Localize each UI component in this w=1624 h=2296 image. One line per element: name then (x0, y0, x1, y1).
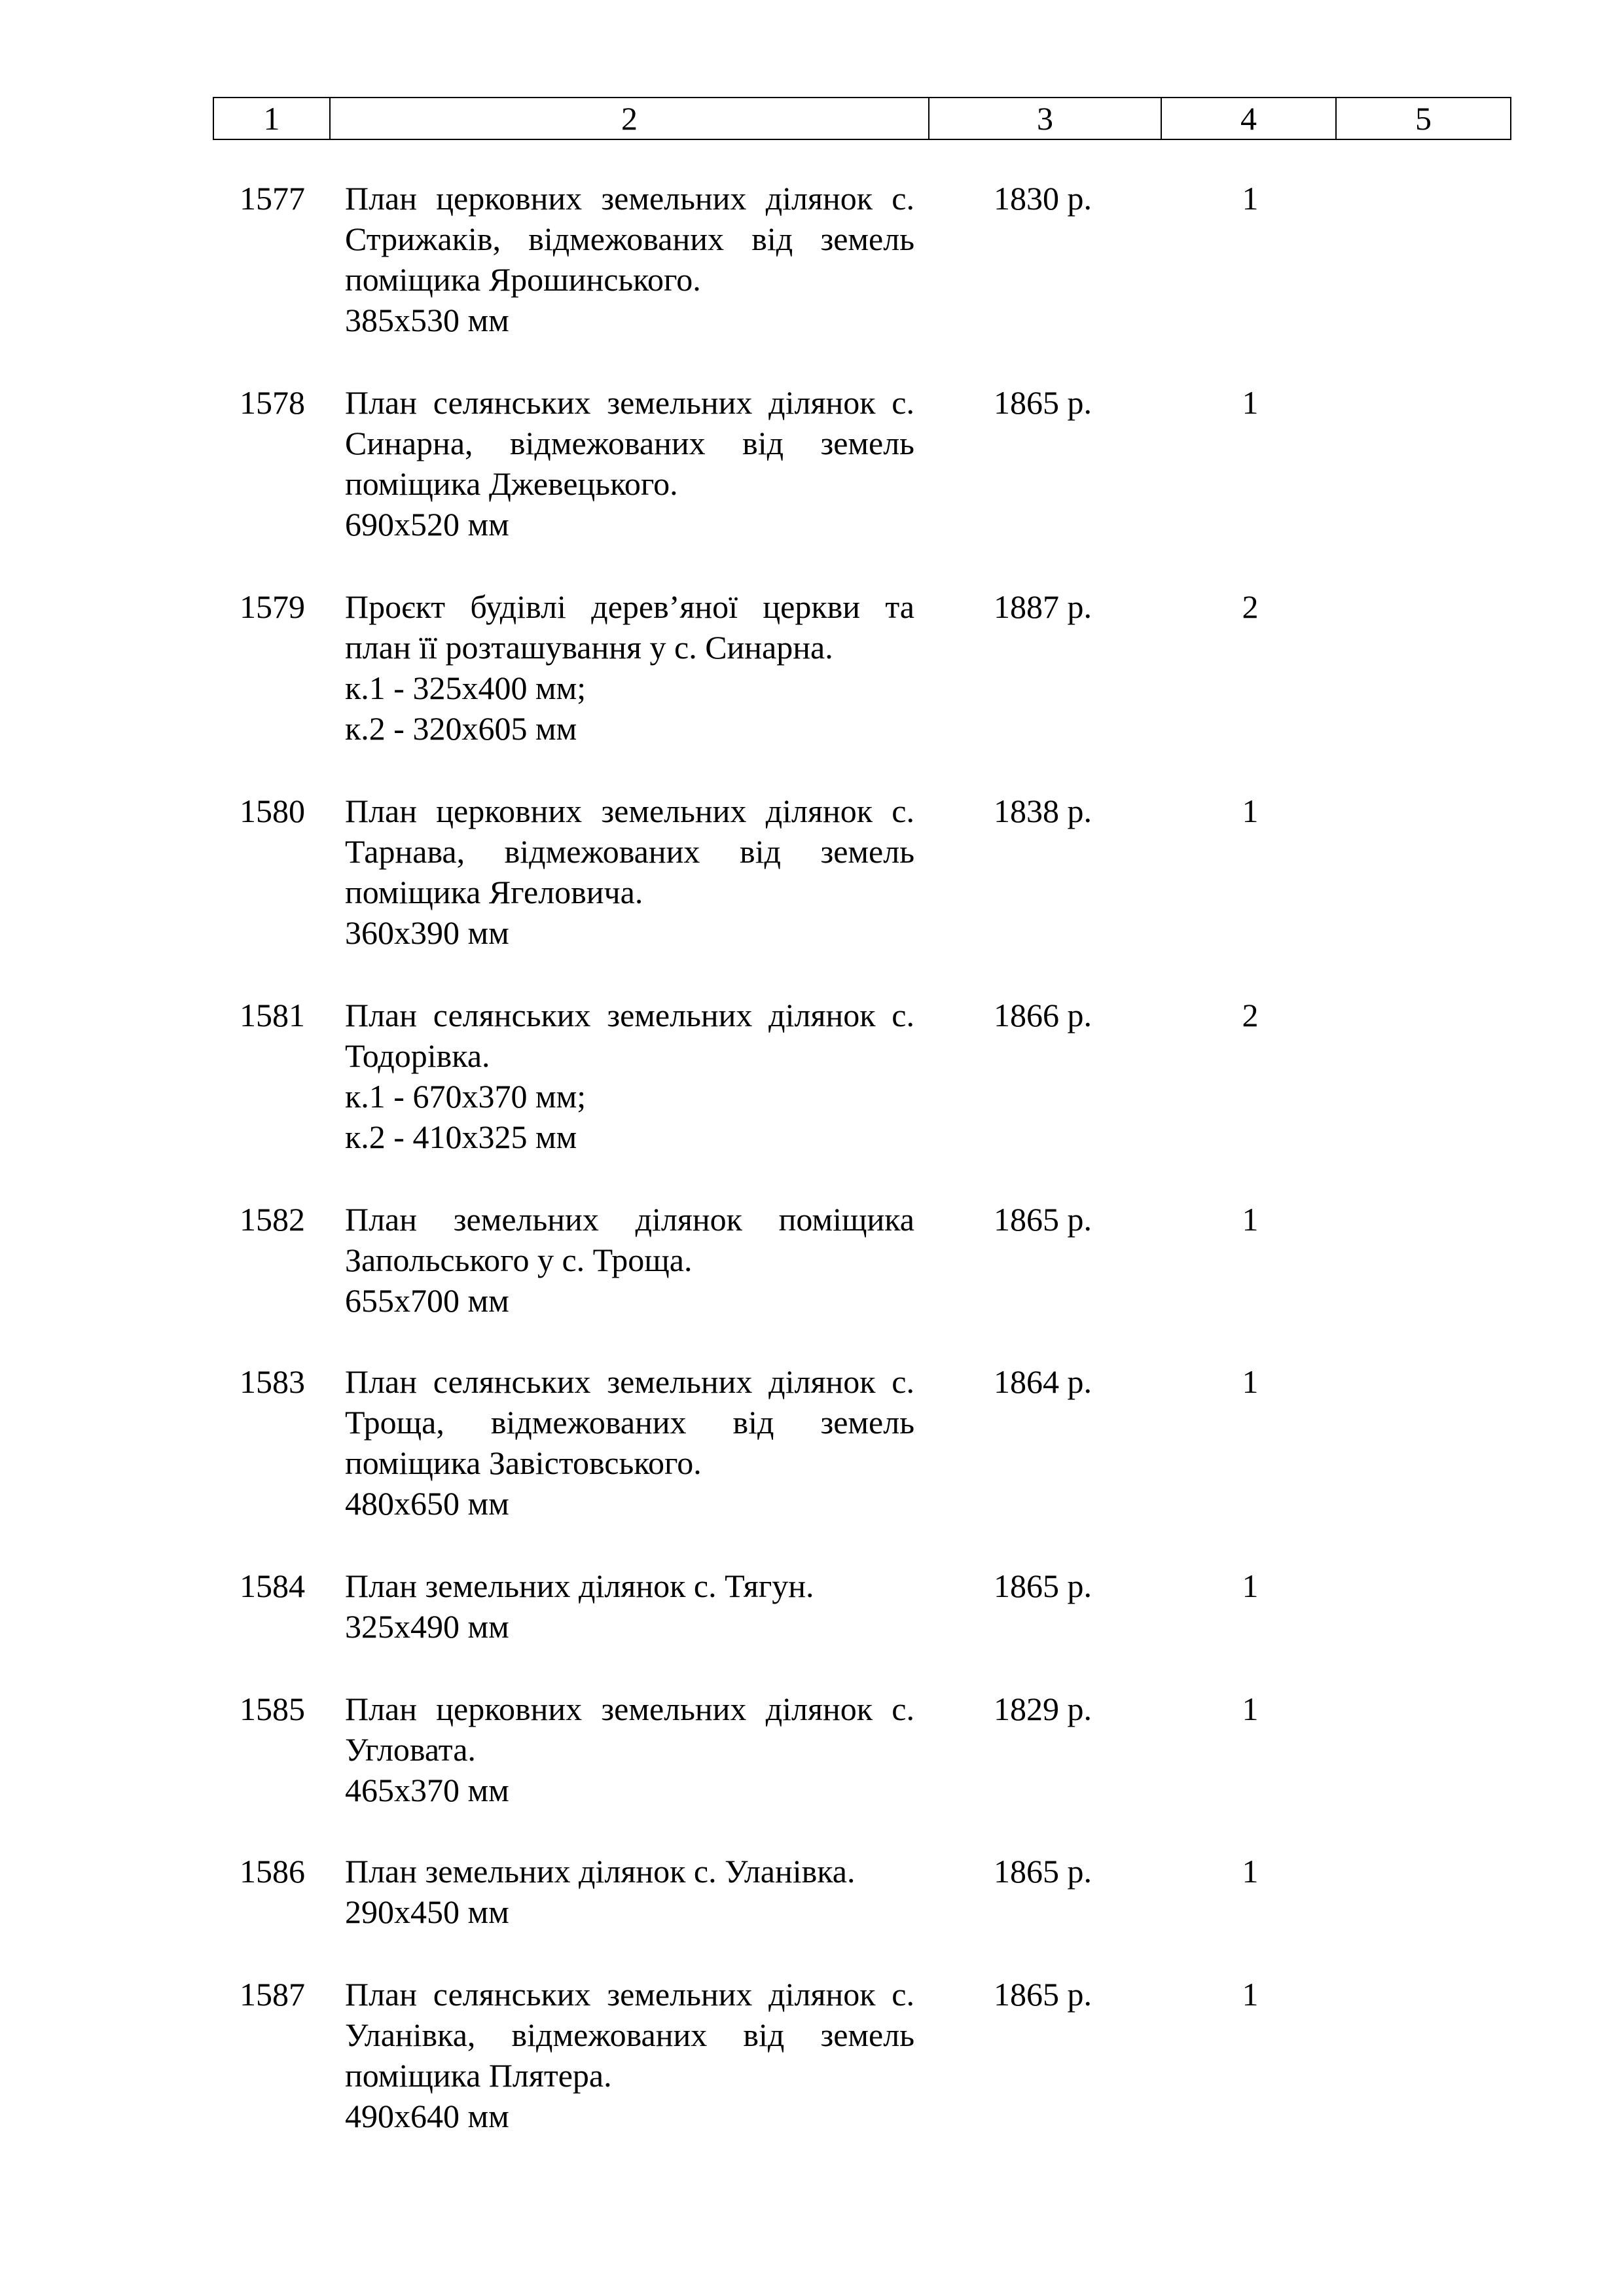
entry-title: План церковних земельних ділянок с. Стрижаків, відмежованих від земель поміщика Ярошинського. (345, 180, 914, 298)
entry-size: 465х370 мм (345, 1772, 509, 1808)
entry-title: План селянських земельних ділянок с. Синарна, відмежованих від земель поміщика Джевецького. (345, 384, 914, 502)
entry-date: 1864 р. (994, 1363, 1092, 1400)
entry-description (345, 1851, 914, 1932)
entry-sheet-count: 1 (1242, 180, 1259, 217)
entry-number: 1585 (240, 1691, 305, 1727)
column-header-3: 3 (929, 98, 1161, 139)
entry-description (345, 382, 914, 545)
column-header-2: 2 (330, 98, 929, 139)
entry-size: 490х640 мм (345, 2098, 509, 2134)
entry-sheet-count: 2 (1242, 997, 1259, 1033)
entry-date: 1887 р. (994, 588, 1092, 625)
column-header-table (213, 97, 1511, 140)
entry-sheet-count: 1 (1242, 1201, 1259, 1238)
entry-size: 290х450 мм (345, 1893, 509, 1930)
entry-description (345, 1566, 914, 1647)
entry-title: План церковних земельних ділянок с. Тарнава, відмежованих від земель поміщика Ягеловича. (345, 793, 914, 910)
entry-size: 690х520 мм (345, 506, 509, 543)
entry-date: 1866 р. (994, 997, 1092, 1033)
entry-title: План селянських земельних ділянок с. Троща, відмежованих від земель поміщика Завістовського. (345, 1363, 914, 1481)
entry-number: 1581 (240, 997, 305, 1033)
column-header-4: 4 (1161, 98, 1336, 139)
entry-number: 1584 (240, 1568, 305, 1604)
entry-number: 1586 (240, 1853, 305, 1890)
entry-sheet-count: 1 (1242, 1976, 1259, 2013)
entry-size: 480х650 мм (345, 1485, 509, 1522)
entry-size: к.1 - 325х400 мм; (345, 670, 586, 706)
entry-title: План земельних ділянок поміщика Запольського у с. Троща. (345, 1201, 914, 1278)
entry-title: План селянських земельних ділянок с. Тодорівка. (345, 997, 914, 1074)
entry-date: 1829 р. (994, 1691, 1092, 1727)
entry-description (345, 791, 914, 953)
entry-size: 655х700 мм (345, 1282, 509, 1319)
entry-date: 1865 р. (994, 384, 1092, 421)
entry-sheet-count: 1 (1242, 1853, 1259, 1890)
entry-description (345, 586, 914, 749)
entry-title: План селянських земельних ділянок с. Уланівка, відмежованих від земель поміщика Плятера. (345, 1976, 914, 2094)
entry-description (345, 1689, 914, 1810)
entry-date: 1865 р. (994, 1976, 1092, 2013)
entry-description (345, 1199, 914, 1321)
entry-size: к.1 - 670х370 мм; (345, 1078, 586, 1115)
entry-title: План земельних ділянок с. Тягун. (345, 1568, 814, 1604)
column-header-5: 5 (1336, 98, 1511, 139)
entry-sheet-count: 1 (1242, 1691, 1259, 1727)
entry-sheet-count: 2 (1242, 588, 1259, 625)
entry-number: 1583 (240, 1363, 305, 1400)
entry-number: 1578 (240, 384, 305, 421)
entry-sheet-count: 1 (1242, 793, 1259, 829)
entry-size: 385х530 мм (345, 302, 509, 338)
entry-date: 1865 р. (994, 1201, 1092, 1238)
entry-number: 1587 (240, 1976, 305, 2013)
entry-date: 1830 р. (994, 180, 1092, 217)
entry-size: 360х390 мм (345, 914, 509, 951)
entry-description (345, 1974, 914, 2136)
entry-number: 1580 (240, 793, 305, 829)
entry-size: к.2 - 320х605 мм (345, 710, 577, 747)
entry-date: 1838 р. (994, 793, 1092, 829)
entry-sheet-count: 1 (1242, 1363, 1259, 1400)
entry-number: 1579 (240, 588, 305, 625)
entry-date: 1865 р. (994, 1568, 1092, 1604)
entry-number: 1577 (240, 180, 305, 217)
entry-size: к.2 - 410х325 мм (345, 1119, 577, 1155)
entry-sheet-count: 1 (1242, 1568, 1259, 1604)
entry-title: План церковних земельних ділянок с. Угловата. (345, 1691, 914, 1768)
entry-date: 1865 р. (994, 1853, 1092, 1890)
column-header-row (213, 98, 1511, 139)
entry-title: План земельних ділянок с. Уланівка. (345, 1853, 856, 1890)
column-header-1: 1 (213, 98, 330, 139)
entry-description (345, 178, 914, 340)
entry-title: Проєкт будівлі дерев’яної церкви та план її розташування у с. Синарна. (345, 588, 914, 666)
entry-sheet-count: 1 (1242, 384, 1259, 421)
entry-number: 1582 (240, 1201, 305, 1238)
entry-description (345, 995, 914, 1157)
entry-description (345, 1361, 914, 1524)
entry-size: 325х490 мм (345, 1608, 509, 1645)
